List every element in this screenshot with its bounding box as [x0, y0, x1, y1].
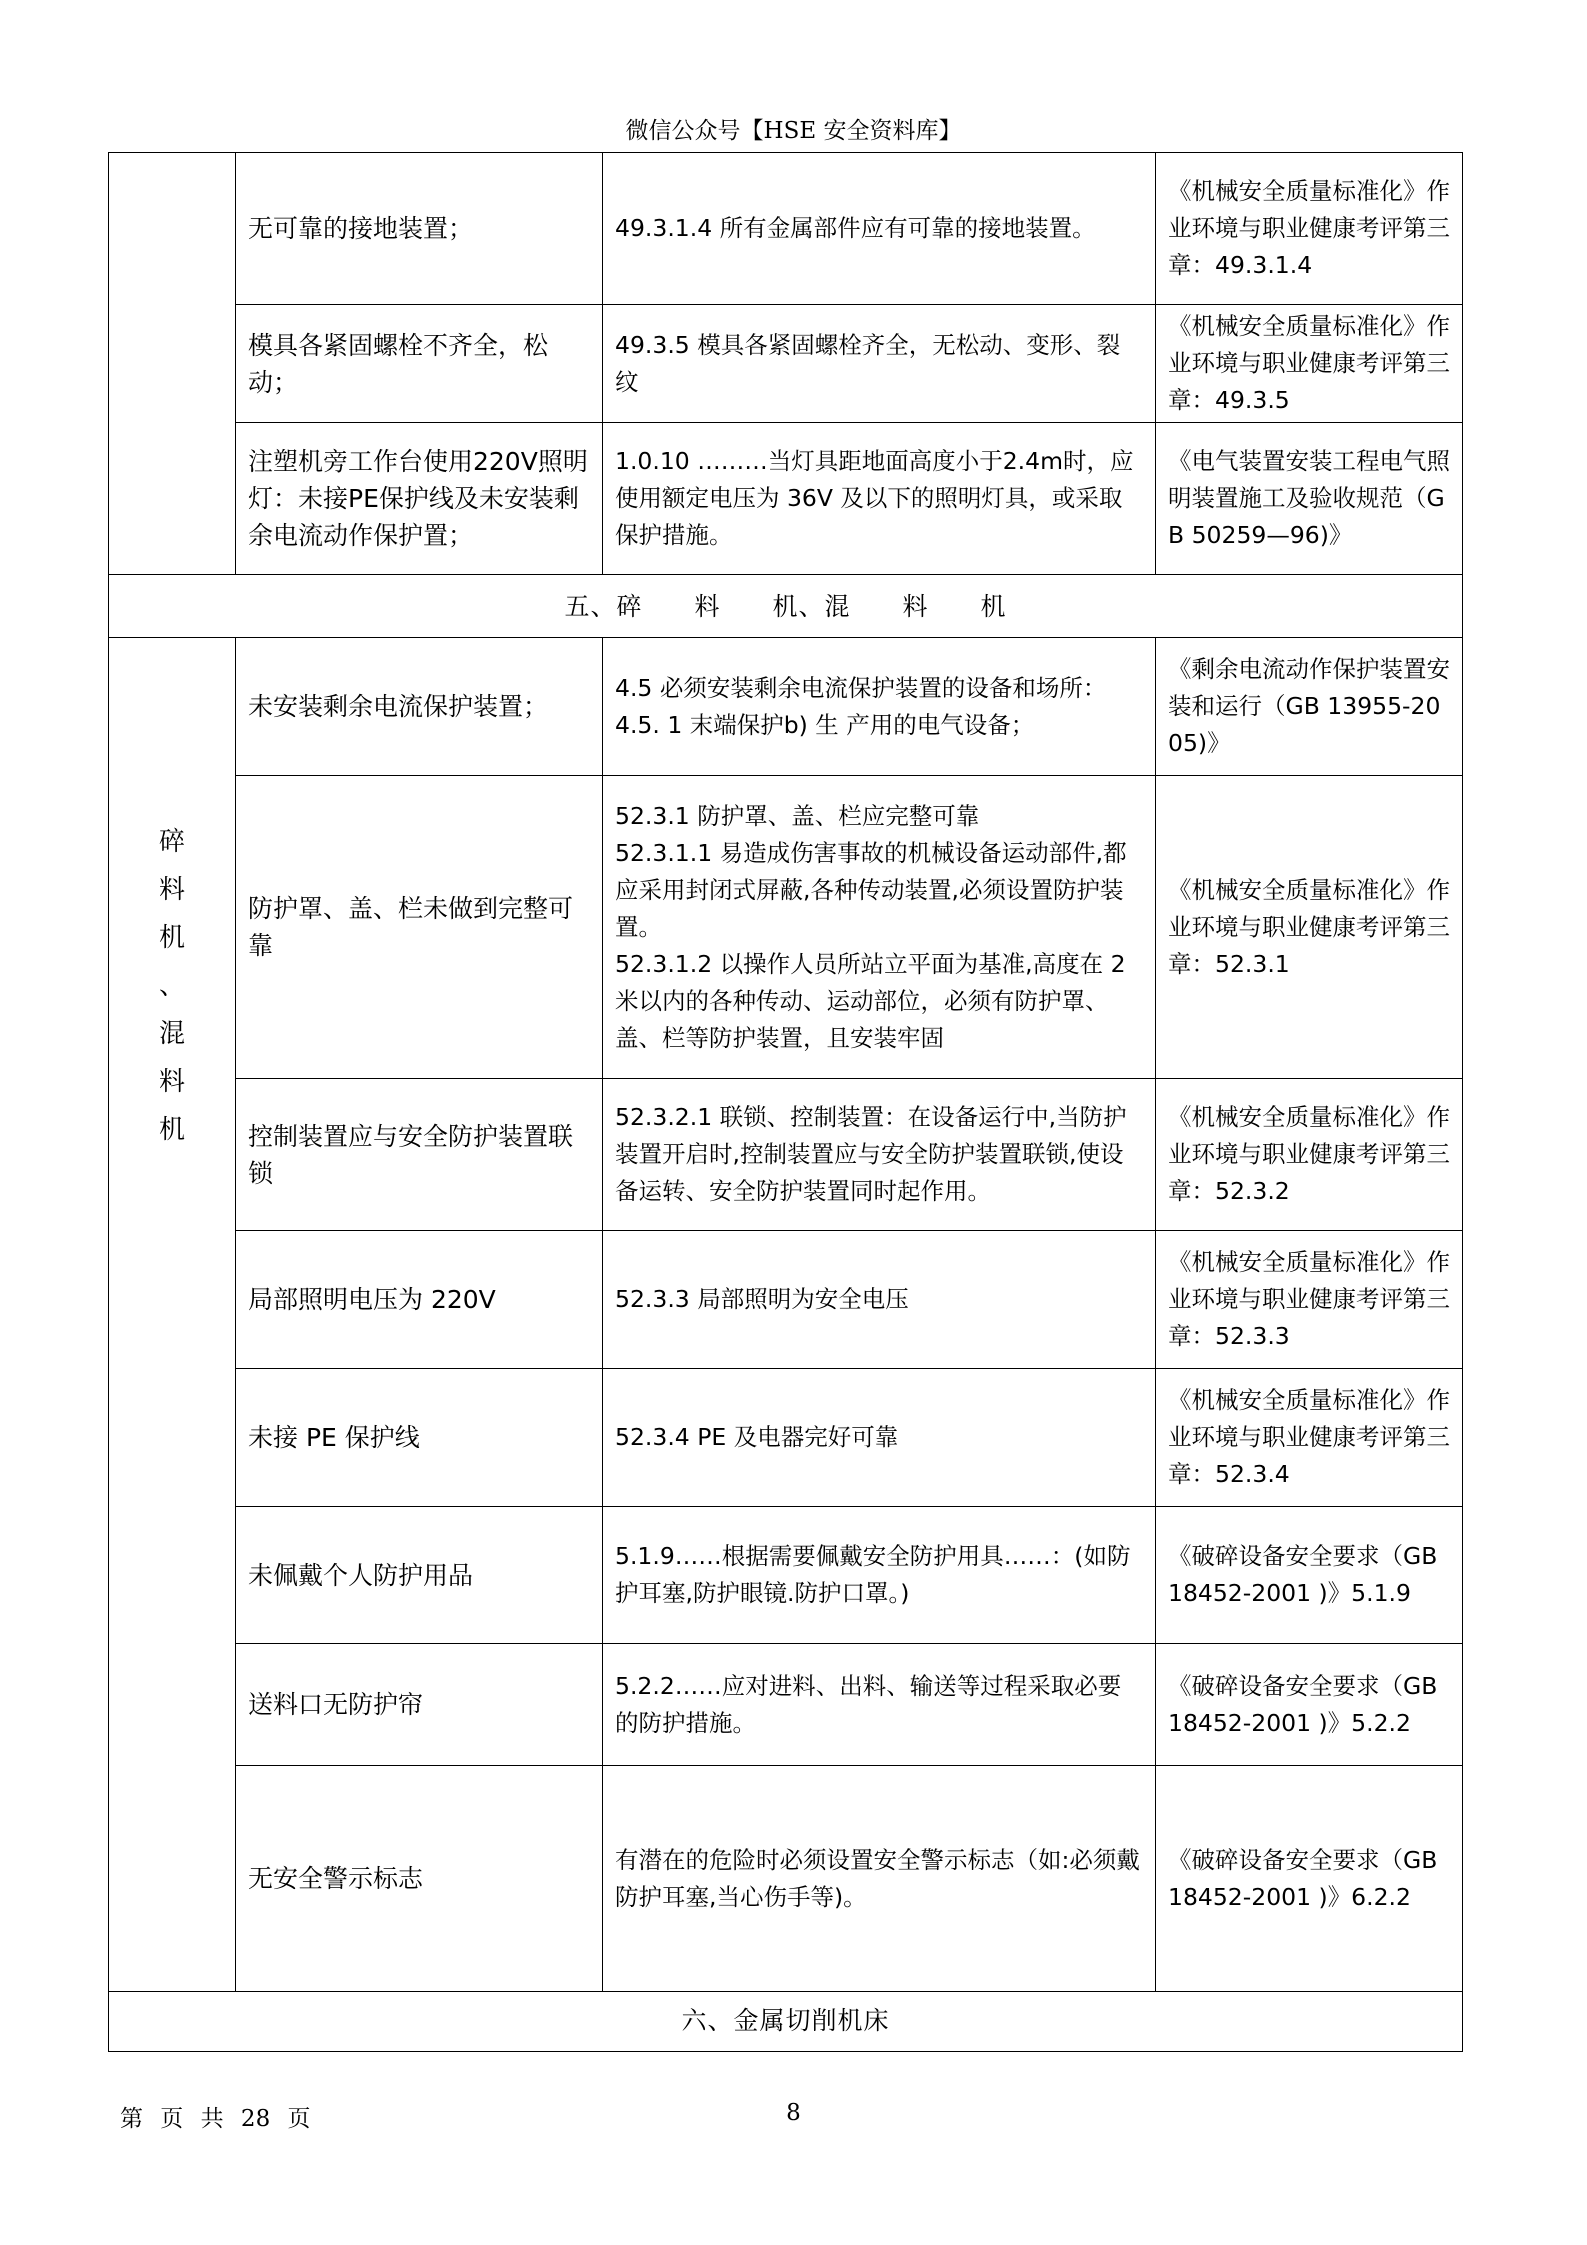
- section-row: [109, 1992, 1463, 2052]
- table-row: [109, 1231, 1463, 1369]
- table-row: [109, 423, 1463, 575]
- group-label-char: 机: [158, 923, 185, 953]
- standard-source: 《剩余电流动作保护装置安装和运行（GB 13955-2005)》: [1156, 638, 1463, 776]
- hazard-item: 注塑机旁工作台使用220V照明灯：未接PE保护线及未安装剩余电流动作保护置；: [236, 423, 603, 575]
- hazard-item: 模具各紧固螺栓不齐全，松动；: [236, 305, 603, 423]
- standard-clause: 49.3.1.4 所有金属部件应有可靠的接地装置。: [603, 153, 1156, 305]
- group-label-char: 机: [158, 1115, 185, 1145]
- page-count-text: 第 页 共 28 页: [120, 2106, 311, 2132]
- page-number: 8: [786, 2100, 801, 2126]
- group-label-cell: [109, 638, 236, 1992]
- table-row: [109, 305, 1463, 423]
- standard-clause: 1.0.10 ………当灯具距地面高度小于2.4m时，应使用额定电压为 36V 及以下的照明灯具，或采取保护措施。: [603, 423, 1156, 575]
- group-label-char: 料: [158, 1067, 185, 1097]
- hazard-item: 无可靠的接地装置；: [236, 153, 603, 305]
- table-row: [109, 1766, 1463, 1992]
- group-label-char: 混: [158, 1019, 185, 1049]
- table-row: [109, 153, 1463, 305]
- hazard-item: 局部照明电压为 220V: [236, 1231, 603, 1369]
- standard-source: 《机械安全质量标准化》作业环境与职业健康考评第三章：52.3.4: [1156, 1369, 1463, 1507]
- table-row: [109, 1507, 1463, 1644]
- standard-source: 《电气装置安装工程电气照明装置施工及验收规范（GB 50259—96)》: [1156, 423, 1463, 575]
- group-label-char: 、: [158, 971, 185, 1001]
- table-row: [109, 1644, 1463, 1766]
- hazard-item: 无安全警示标志: [236, 1766, 603, 1992]
- table-row: [109, 1079, 1463, 1231]
- standard-clause: 5.1.9……根据需要佩戴安全防护用具……：(如防护耳塞,防护眼镜.防护口罩。): [603, 1507, 1156, 1644]
- standard-clause: 4.5 必须安装剩余电流保护装置的设备和场所： 4.5. 1 末端保护b) 生 产用的电气设备；: [603, 638, 1156, 776]
- standard-source: 《破碎设备安全要求（GB18452-2001 )》6.2.2: [1156, 1766, 1463, 1992]
- standard-source: 《机械安全质量标准化》作业环境与职业健康考评第三章：49.3.1.4: [1156, 153, 1463, 305]
- section-title: 六、金属切削机床: [109, 1992, 1463, 2052]
- hazard-item: 送料口无防护帘: [236, 1644, 603, 1766]
- standard-clause: 52.3.2.1 联锁、控制装置：在设备运行中,当防护装置开启时,控制装置应与安全防护装置联锁,使设备运转、安全防护装置同时起作用。: [603, 1079, 1156, 1231]
- section-row: [109, 575, 1463, 638]
- standard-clause: 有潜在的危险时必须设置安全警示标志（如:必须戴防护耳塞,当心伤手等)。: [603, 1766, 1156, 1992]
- group-label-char: 碎: [158, 827, 185, 857]
- table-row: [109, 638, 1463, 776]
- standard-clause: 49.3.5 模具各紧固螺栓齐全，无松动、变形、裂纹: [603, 305, 1156, 423]
- standard-clause: 52.3.4 PE 及电器完好可靠: [603, 1369, 1156, 1507]
- hazard-item: 未佩戴个人防护用品: [236, 1507, 603, 1644]
- standard-source: 《机械安全质量标准化》作业环境与职业健康考评第三章：52.3.3: [1156, 1231, 1463, 1369]
- hazard-item: 未安装剩余电流保护装置；: [236, 638, 603, 776]
- standard-source: 《机械安全质量标准化》作业环境与职业健康考评第三章：49.3.5: [1156, 305, 1463, 423]
- standard-clause: 52.3.3 局部照明为安全电压: [603, 1231, 1156, 1369]
- standard-source: 《破碎设备安全要求（GB18452-2001 )》5.2.2: [1156, 1644, 1463, 1766]
- standard-clause: 5.2.2……应对进料、出料、输送等过程采取必要的防护措施。: [603, 1644, 1156, 1766]
- hazard-item: 防护罩、盖、栏未做到完整可靠: [236, 776, 603, 1079]
- standard-source: 《破碎设备安全要求（GB18452-2001 )》5.1.9: [1156, 1507, 1463, 1644]
- hazard-item: 未接 PE 保护线: [236, 1369, 603, 1507]
- hazard-table: [108, 152, 1463, 2052]
- section-title: 五、碎 料 机、混 料 机: [109, 575, 1463, 638]
- hazard-item: 控制装置应与安全防护装置联锁: [236, 1079, 603, 1231]
- standard-clause: 52.3.1 防护罩、盖、栏应完整可靠 52.3.1.1 易造成伤害事故的机械设备运动部件,都应采用封闭式屏蔽,各种传动装置,必须设置防护装置。 52.3.1.2 以操作人员所站立平面为基准,高度在 2 米以内的各种传动、运动部位，必须有防护罩、盖、栏等防护装置，且安装牢固: [603, 776, 1156, 1079]
- standard-source: 《机械安全质量标准化》作业环境与职业健康考评第三章：52.3.1: [1156, 776, 1463, 1079]
- group-label-char: 料: [158, 875, 185, 905]
- page-header: 微信公众号【HSE 安全资料库】: [625, 118, 962, 144]
- group-label-cell: [109, 153, 236, 575]
- standard-source: 《机械安全质量标准化》作业环境与职业健康考评第三章：52.3.2: [1156, 1079, 1463, 1231]
- table-row: [109, 1369, 1463, 1507]
- table-row: [109, 776, 1463, 1079]
